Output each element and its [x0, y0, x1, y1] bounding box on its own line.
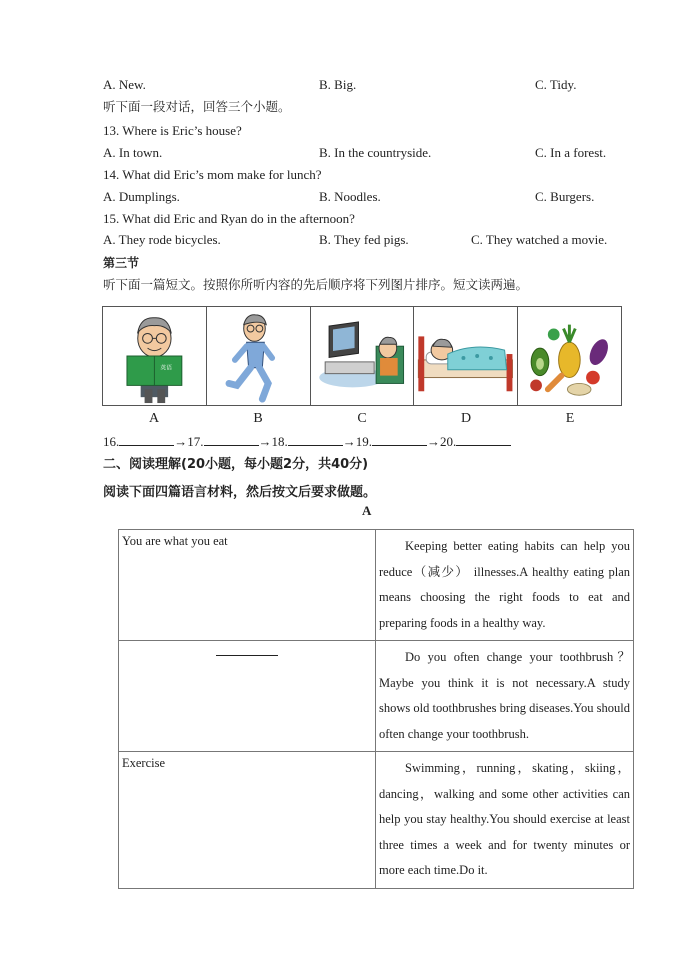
- answer-blank-20[interactable]: [456, 433, 511, 446]
- order-item-19: →19.: [342, 434, 372, 449]
- picture-label-b: B: [253, 411, 263, 426]
- passage-instruction: 听下面一篇短文。按照你所听内容的先后顺序将下列图片排序。短文读两遍。: [103, 277, 529, 292]
- q13-option-a: A. In town.: [103, 145, 163, 160]
- q15-option-a: A. They rode bicycles.: [103, 232, 221, 247]
- row-2-text: Do you often change your toothbrush？Maybe you think it is not necessary.A study shows old toothbrushes bring diseases.You should often change your toothbrush.: [376, 641, 634, 752]
- q15-option-b: B. They fed pigs.: [319, 232, 409, 247]
- picture-label-a: A: [148, 411, 160, 426]
- row-1-title: You are what you eat: [119, 530, 376, 641]
- answer-blank-18[interactable]: [288, 433, 343, 446]
- picture-book-text: 英语: [160, 365, 173, 372]
- q12-option-c: C. Tidy.: [535, 77, 577, 92]
- dialogue-instruction: 听下面一段对话，回答三个小题。: [103, 99, 291, 114]
- picture-label-c: C: [357, 411, 367, 426]
- answer-blank-17[interactable]: [204, 433, 259, 446]
- table-row: [119, 752, 634, 889]
- q13-question: 13. Where is Eric’s house?: [103, 123, 242, 138]
- passage-table: [118, 529, 634, 889]
- order-item-20: →20.: [427, 434, 457, 449]
- row-1-text: Keeping better eating habits can help you reduce（减少） illnesses.A healthy eating plan means choosing the right foods to eat and preparing foods in a healthy way.: [376, 530, 634, 641]
- q14-option-c: C. Burgers.: [535, 189, 595, 204]
- picture-a-reading-man: [103, 307, 207, 405]
- order-item-18: →18.: [258, 434, 288, 449]
- q12-option-a: A. New.: [103, 77, 146, 92]
- picture-labels: [102, 411, 622, 427]
- row-2-title-cell: [119, 641, 376, 752]
- picture-label-e: E: [565, 411, 575, 426]
- table-row: [119, 641, 634, 752]
- q15-option-c: C. They watched a movie.: [471, 232, 608, 247]
- q15-question: 15. What did Eric and Ryan do in the afternoon?: [103, 211, 355, 226]
- answer-blank-16[interactable]: [119, 433, 174, 446]
- title-answer-blank[interactable]: [216, 655, 278, 656]
- section-3-heading: 第三节: [103, 256, 140, 270]
- q13-option-b: B. In the countryside.: [319, 145, 432, 160]
- part-2-instruction: 阅读下面四篇语言材料，然后按文后要求做题。: [103, 485, 377, 500]
- row-3-title: Exercise: [119, 752, 376, 889]
- q14-option-a: A. Dumplings.: [103, 189, 180, 204]
- q14-option-b: B. Noodles.: [319, 189, 381, 204]
- order-item-16: 16.: [103, 434, 120, 449]
- picture-e-fruits-vegetables: [518, 307, 621, 405]
- picture-c-computer: [311, 307, 415, 405]
- picture-d-sleeping: [414, 307, 518, 405]
- q12-option-b: B. Big.: [319, 77, 357, 92]
- passage-letter: A: [362, 503, 372, 518]
- order-line: [103, 433, 511, 450]
- picture-strip: [102, 306, 622, 406]
- order-item-17: →17.: [174, 434, 204, 449]
- row-3-text: Swimming，running，skating，skiing，dancing，walking and some other activities can help you stay healthy.You should exercise at least three times a week and for twenty minutes or more each time.Do it.: [376, 752, 634, 889]
- picture-label-d: D: [460, 411, 472, 426]
- answer-blank-19[interactable]: [372, 433, 427, 446]
- q14-question: 14. What did Eric’s mom make for lunch?: [103, 167, 322, 182]
- part-2-title: 二、阅读理解(20小题，每小题2分，共40分): [103, 457, 369, 472]
- table-row: [119, 530, 634, 641]
- q13-option-c: C. In a forest.: [535, 145, 607, 160]
- picture-b-running-man: [207, 307, 311, 405]
